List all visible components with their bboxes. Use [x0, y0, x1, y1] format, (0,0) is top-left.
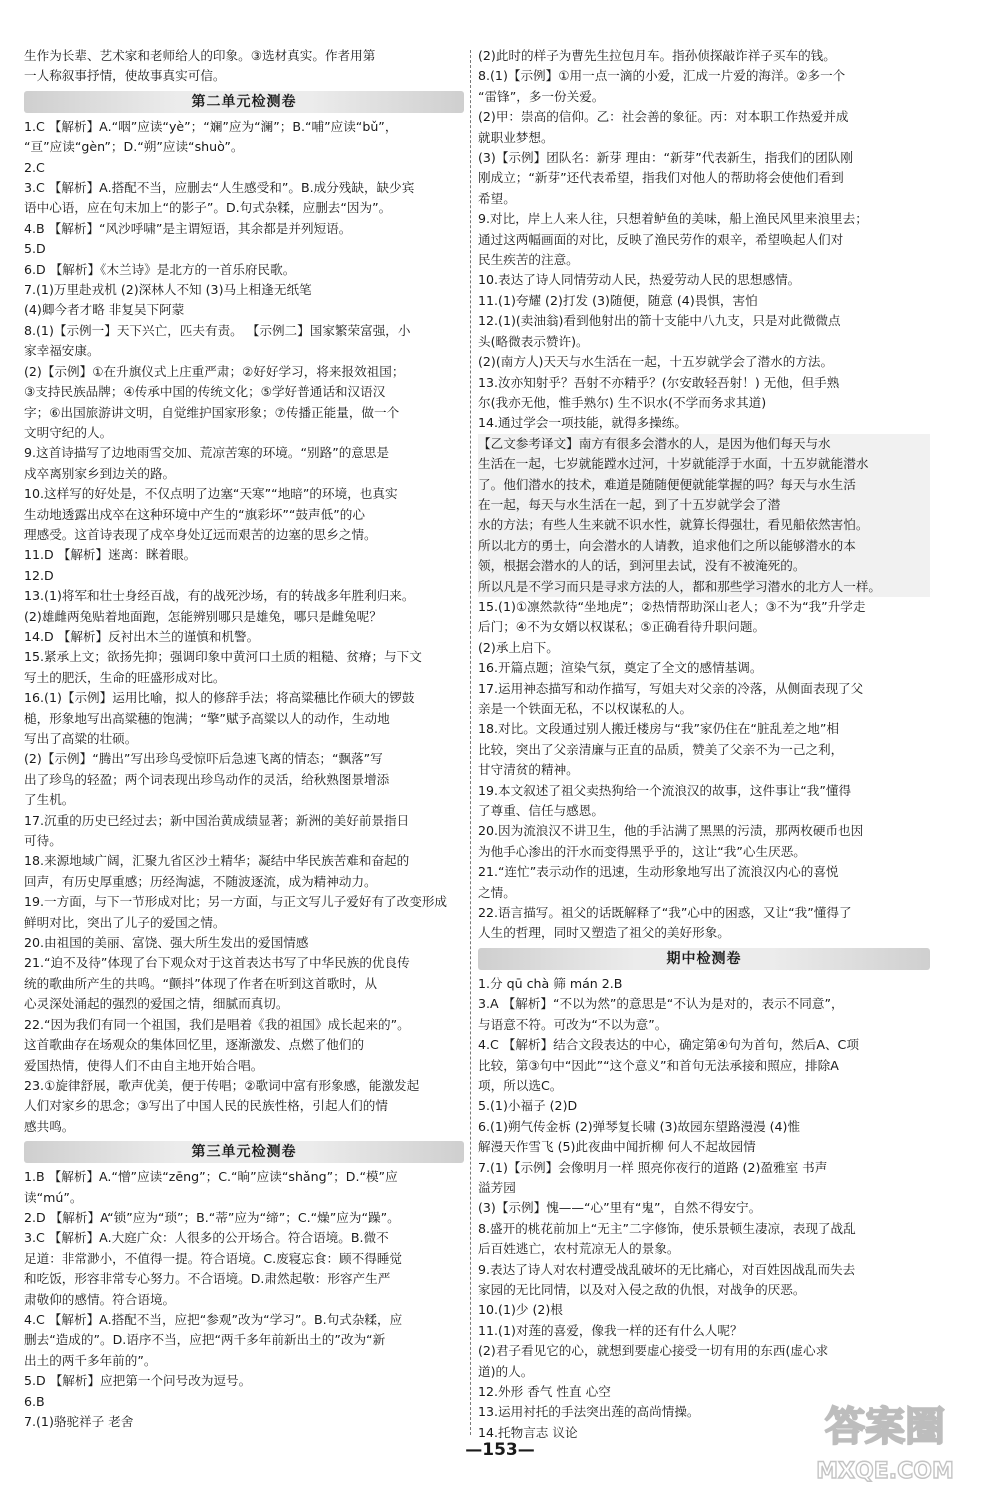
answer-line: 3.C 【解析】A.搭配不当，应删去“人生感受和”。B.成分残缺，缺少宾 — [24, 180, 415, 196]
answer-line: 心灵深处涌起的强烈的爱国之情，细腻而真切。 — [24, 996, 289, 1012]
answer-line: 道)的人。 — [478, 1363, 534, 1379]
answer-line: 通过这两幅画面的对比，反映了渔民劳作的艰辛，希望唤起人们对 — [478, 231, 844, 247]
answer-line: 甘守清贫的精神。 — [478, 762, 579, 778]
answer-line: 足道：非常渺小，不值得一提。符合语境。C.废寝忘食：顾不得睡觉 — [24, 1250, 403, 1266]
answer-line: 删去“造成的”。D.语序不当，应把“两千多年前新出土的”改为“新 — [24, 1332, 386, 1348]
answer-line: 17.运用神态描写和动作描写，写姐夫对父亲的冷落，从侧面表现了父 — [478, 680, 864, 696]
answer-line: 11.(1)夸耀 (2)打发 (3)随便，随意 (4)畏惧，害怕 — [478, 292, 758, 308]
answer-line: 19.一方面，与下一节形成对比；另一方面，与正文写儿子爱好有了改变形成 — [24, 894, 448, 910]
answer-line: 解漫天作雪飞 (5)此夜曲中闻折柳 何人不起故园情 — [478, 1139, 756, 1155]
answer-line: 22.“因为我们有同一个祖国，我们是唱着《我的祖国》成长起来的”。 — [24, 1016, 410, 1032]
answer-line: 尔(我亦无他，惟手熟尔) 生不识水(不学而务求其道) — [478, 394, 767, 410]
answer-line: 10.这样写的好处是，不仅点明了边塞“天寒”“地暗”的环境，也真实 — [24, 486, 398, 502]
answer-line: 之情。 — [478, 884, 516, 900]
answer-line: 1.C 【解析】A.“咽”应读“yè”；“斓”应为“澜”；B.“哺”应读“bǔ”， — [24, 118, 398, 134]
answer-line: 项，所以选C。 — [478, 1077, 563, 1093]
answer-line: 生作为长辈、艺术家和老师给人的印象。③选材真实。作者用第 — [24, 48, 376, 63]
translation-line: 生活在一起，七岁就能蹚水过河，十岁就能浮于水面，十五岁就能潜水 — [478, 454, 930, 474]
answer-line: 语中心语，应在句末加上“的影子”。D.句式杂糅，应删去“因为”。 — [24, 200, 392, 216]
answer-line: (2)雄雌两兔贴着地面跑，怎能辨别哪只是雄兔，哪只是雌兔呢？ — [24, 608, 382, 624]
answer-line: 感共鸣。 — [24, 1118, 75, 1134]
answer-line: 可待。 — [24, 833, 62, 849]
answer-line: 写出了高粱的壮硕。 — [24, 731, 138, 746]
answer-line: 就职业梦想。 — [478, 129, 554, 145]
section-heading-text: 第三单元检测卷 — [191, 1143, 297, 1160]
answer-line: 23.①旋律舒展，歌声优美，便于传唱；②歌词中富有形象感，能激发起 — [24, 1077, 420, 1093]
answer-line: (2)此时的样子为曹先生拉包月车。指孙侦探敲诈祥子买车的钱。 — [478, 48, 836, 63]
answer-line: 人们对家乡的思念；③写出了中国人民的民族性格，引起人们的情 — [24, 1098, 388, 1114]
answer-line: 16.(1)【示例】运用比喻，拟人的修辞手法；将高粱穗比作硕大的锣鼓 — [24, 690, 415, 706]
answer-line: 4.C 【解析】A.搭配不当，应把“参观”改为“学习”。B.句式杂糅，应 — [24, 1311, 403, 1327]
answer-line: 民生疾苦的注意。 — [478, 252, 579, 268]
answer-line: 槌，形象地写出高粱穗的饱满；“擎”赋予高粱以人的动作，生动地 — [24, 710, 390, 726]
answer-line: 为他手心渗出的汗水而变得黑乎乎的，这让“我”心生厌恶。 — [478, 843, 806, 859]
answer-line: 3.C 【解析】A.大庭广众：人很多的公开场合。符合语境。B.微不 — [24, 1230, 389, 1246]
answer-line: 7.(1)万里赴戎机 (2)深林人不知 (3)马上相逢无纸笔 — [24, 282, 312, 298]
answer-line: 14.通过学会一项技能，就得多操练。 — [478, 415, 687, 431]
translation-line: 了。他们潜水的技术，难道是随随便便就能掌握的吗？每天与水生活 — [478, 475, 930, 495]
answer-line: 6.(1)朔气传金柝 (2)弹琴复长啸 (3)故园东望路漫漫 (4)惟 — [478, 1118, 801, 1134]
answer-line: 生动地透露出戍卒在这种环境中产生的“旗彩坏”“鼓声低”的心 — [24, 506, 365, 522]
answer-line: 比较，第③句中“因此”“这个意义”和首句无法承接和照应，排除A — [478, 1057, 839, 1073]
watermark-url: MXQE.COM — [816, 1459, 954, 1484]
answer-line: (2)承上启下。 — [478, 639, 559, 655]
answer-line: 后门；④不为女婿以权谋私；⑤正确看待升职问题。 — [478, 619, 766, 635]
answer-line: 肃敬仰的感情。符合语境。 — [24, 1291, 176, 1307]
translation-line: 在一起，每天与水生活在一起，到了十五岁就学会了潜 — [478, 495, 930, 515]
answer-line: 10.(1)少 (2)根 — [478, 1302, 563, 1318]
answer-line: 家园的无比同情，以及对入侵之敌的仇恨，对战争的厌恶。 — [478, 1281, 806, 1297]
answer-line: 字；⑥出国旅游讲文明，自觉维护国家形象；⑦传播正能量，做一个 — [24, 404, 400, 420]
answer-line: 6.B — [24, 1393, 45, 1409]
answer-line: 1.B 【解析】A.“憎”应读“zēng”；C.“晌”应读“shǎng”；D.“模”应 — [24, 1169, 398, 1185]
answer-line: 6.D 【解析】《木兰诗》是北方的一首乐府民歌。 — [24, 261, 296, 277]
answer-line: 戍卒离别家乡到边关的路。 — [24, 465, 176, 481]
watermark-text: 答案圈 — [825, 1404, 945, 1450]
answer-line: 15.(1)①凛然款待“坐地虎”；②热情帮助深山老人；③不为“我”升学走 — [478, 598, 866, 614]
answer-line: 7.(1)骆驼祥子 老舍 — [24, 1414, 134, 1429]
section-heading — [24, 1141, 464, 1163]
answer-line: 5.(1)小福子 (2)D — [478, 1098, 578, 1114]
answer-line: 3.A 【解析】“不以为然”的意思是“不认为是对的，表示不同意”， — [478, 996, 844, 1012]
answer-line: 刚成立；“新芽”还代表希望，指我们对他人的帮助将会使他们看到 — [478, 170, 844, 186]
answer-line: 13.汝亦知射乎？吾射不亦精乎？(尔安敢轻吾射！) 无他，但手熟 — [478, 374, 840, 390]
translation-line: 所以北方的勇士，向会潜水的人请教，追求他们之所以能够潜水的本 — [478, 536, 930, 556]
answer-line: (2)(南方人)天天与水生活在一起，十五岁就学会了潜水的方法。 — [478, 354, 834, 370]
answer-line: 理感受。这首诗表现了戍卒身处辽远而艰苦的边塞的思乡之情。 — [24, 526, 377, 542]
page-number: —153— — [465, 1440, 535, 1460]
watermark-logo — [790, 1392, 980, 1487]
section-heading — [478, 948, 930, 970]
answer-line: 出了珍鸟的轻盈；两个词表现出珍鸟动作的灵活，给秋熟图景增添 — [24, 771, 390, 787]
answer-line: 4.B 【解析】“风沙呼啸”是主谓短语，其余都是并列短语。 — [24, 220, 352, 236]
answer-line: 4.C 【解析】结合文段表达的中心，确定第④句为首句，然后A、C项 — [478, 1037, 859, 1053]
answer-line: 了生机。 — [24, 792, 75, 808]
answer-line: 头(略微表示赞许)。 — [478, 333, 589, 349]
answer-line: 16.开篇点题；渲染气氛，奠定了全文的感情基调。 — [478, 660, 763, 676]
answer-line: 1.分 qū chà 筛 mán 2.B — [478, 975, 623, 991]
answer-line: 22.语言描写。祖父的话既解释了“我”心中的困惑，又让“我”懂得了 — [478, 905, 852, 921]
answer-line: “雷锋”，多一份关爱。 — [478, 88, 605, 104]
answer-line: 11.(1)对莲的喜爱，像我一样的还有什么人呢？ — [478, 1322, 743, 1338]
answer-line: 13.运用衬托的手法突出莲的高尚情操。 — [478, 1404, 700, 1420]
answer-line: 文明守纪的人。 — [24, 424, 113, 440]
answer-line: 15.紧承上文；欲扬先抑；强调印象中黄河口土质的粗糙、贫瘠；与下文 — [24, 649, 422, 665]
translation-line: 水的方法；有些人生来就不识水性，就算长得强壮，看见船依然害怕。 — [478, 515, 930, 535]
answer-line: 一人称叙事抒情，使故事真实可信。 — [24, 68, 226, 84]
answer-line: 18.对比。文段通过别人搬迁楼房与“我”家仍住在“脏乱差之地”相 — [478, 721, 839, 737]
answer-line: (2)【示例】“腾出”写出珍鸟受惊吓后急速飞离的情态；“飘落”写 — [24, 751, 383, 767]
answer-line: 20.由祖国的美丽、富饶、强大所生发出的爱国情感 — [24, 935, 309, 951]
answer-line: 9.这首诗描写了边地雨雪交加、荒凉苦寒的环境。“别路”的意思是 — [24, 445, 390, 461]
answer-line: (3)【示例】愧——“心”里有“鬼”，自然不得安宁。 — [478, 1200, 762, 1216]
section-heading — [24, 91, 464, 113]
answer-line: 13.(1)将军和壮士身经百战，有的战死沙场，有的转战多年胜利归来。 — [24, 588, 415, 604]
answer-line: 人生的哲理，同时又塑造了祖父的美好形象。 — [478, 925, 730, 941]
answer-line: 5.D 【解析】应把第一个问号改为逗号。 — [24, 1373, 252, 1389]
answer-line: 写土的肥沃，生命的旺盛形成对比。 — [24, 669, 226, 685]
answer-line: 回声，有历史厚重感；历经淘滤，不随波逐流，成为精神动力。 — [24, 873, 377, 889]
answer-line: “亘”应读“gèn”；D.“朔”应读“shuò”。 — [24, 139, 244, 155]
answer-line: 8.(1)【示例】①用一点一滴的小爱，汇成一片爱的海洋。②多一个 — [478, 68, 846, 84]
answer-line: 这首歌曲存在场观众的集体回忆里，逐渐激发、点燃了他们的 — [24, 1037, 365, 1053]
answer-line: 和吃饭，形容非常专心努力。不合语境。D.肃然起敬：形容产生严 — [24, 1271, 391, 1287]
answer-line: 11.D 【解析】迷离：眯着眼。 — [24, 547, 197, 563]
answer-line: (3)【示例】团队名：新芽 理由：“新芽”代表新生，指我们的团队刚 — [478, 150, 853, 166]
answer-line: 出土的两千多年前的”。 — [24, 1352, 157, 1368]
answer-line: 14.托物言志 议论 — [478, 1424, 578, 1440]
answer-line: 21.“迫不及待”体现了台下观众对于这首表达书写了中华民族的优良传 — [24, 955, 410, 971]
answer-line: 10.表达了诗人同情劳动人民，热爱劳动人民的思想感情。 — [478, 272, 801, 288]
translation-line: 领，根据会潜水的人的话，到河里去试，没有不被淹死的。 — [478, 556, 930, 576]
answer-line: (2)君子看见它的心，就想到要虚心接受一切有用的东西(虚心求 — [478, 1343, 829, 1359]
answer-line: 家幸福安康。 — [24, 343, 100, 359]
answer-line: 后百姓逃亡，农村荒凉无人的景象。 — [478, 1241, 680, 1257]
answer-line: ③支持民族品牌；④传承中国的传统文化；⑤学好普通话和汉语汉 — [24, 384, 386, 400]
answer-line: 希望。 — [478, 190, 516, 206]
answer-line: (2)【示例】①在升旗仪式上庄重严肃；②好好学习，将来报效祖国； — [24, 363, 405, 379]
column-divider — [470, 50, 471, 1435]
left-column — [24, 46, 464, 1432]
right-column — [478, 46, 930, 1443]
answer-line: 21.“连忙”表示动作的迅速，生动形象地写出了流浪汉内心的喜悦 — [478, 864, 839, 880]
answer-line: 2.D 【解析】A“锁”应为“琐”；B.“蒂”应为“缔”；C.“燥”应为“躁”。 — [24, 1209, 400, 1225]
answer-line: 2.C — [24, 159, 45, 175]
answer-line: 读“mú”。 — [24, 1189, 83, 1205]
answer-line: 亲是一个铁面无私，不以权谋私的人。 — [478, 701, 693, 716]
translation-line: 【乙文参考译文】南方有很多会潜水的人，是因为他们每天与水 — [478, 434, 930, 454]
answer-line: 9.对比，岸上人来人往，只想着鲈鱼的美味，船上渔民风里来浪里去； — [478, 211, 868, 227]
answer-line: 12.D — [24, 567, 54, 583]
answer-line: (2)甲：崇高的信仰。乙：社会善的象征。丙：对本职工作热爱并成 — [478, 109, 849, 125]
answer-line: 19.本文叙述了祖父卖热狗给一个流浪汉的故事，这件事让“我”懂得 — [478, 782, 852, 798]
answer-line: 14.D 【解析】反衬出木兰的谨慎和机警。 — [24, 628, 260, 644]
answer-line: 12.(1)(卖油翁)看到他射出的箭十支能中八九支，只是对此微微点 — [478, 313, 841, 329]
translation-line: 所以凡是不学习而只是寻求方法的人，都和那些学习潜水的北方人一样。 — [478, 577, 930, 597]
answer-line: 18.来源地域广阔，汇聚九省区沙土精华；凝结中华民族苦难和奋起的 — [24, 853, 410, 869]
answer-line: (4)卿今者才略 非复吴下阿蒙 — [24, 302, 185, 318]
answer-line: 9.表达了诗人对农村遭受战乱破坏的无比痛心，对百姓因战乱而失去 — [478, 1261, 856, 1277]
answer-line: 比较，突出了父亲清廉与正直的品质，赞美了父亲不为一己之利， — [478, 741, 844, 757]
answer-line: 17.沉重的历史已经过去；新中国治黄成绩显著；新洲的美好前景指日 — [24, 812, 410, 828]
answer-line: 了尊重、信任与感恩。 — [478, 803, 604, 819]
section-heading-text: 期中检测卷 — [666, 950, 742, 967]
answer-line: 爱国热情，使得人们不由自主地开始合唱。 — [24, 1057, 264, 1073]
answer-line: 12.外形 香气 性直 心空 — [478, 1384, 611, 1399]
answer-line: 8.(1)【示例一】天下兴亡，匹夫有责。 【示例二】国家繁荣富强，小 — [24, 322, 411, 338]
answer-line: 5.D — [24, 241, 46, 257]
answer-line: 7.(1)【示例】会像明月一样 照亮你夜行的道路 (2)盈雅室 书声 — [478, 1159, 828, 1175]
answer-line: 统的歌曲所产生的共鸣。“颤抖”体现了作者在听到这首歌时，从 — [24, 975, 378, 991]
answer-line: 鲜明对比，突出了儿子的爱国之情。 — [24, 914, 226, 930]
answer-line: 溢芳园 — [478, 1179, 516, 1195]
answer-line: 与语意不符。可改为“不以为意”。 — [478, 1016, 668, 1032]
answer-line: 8.盛开的桃花前加上“无主”二字修饰，使乐景顿生凄凉，表现了战乱 — [478, 1220, 856, 1236]
section-heading-text: 第二单元检测卷 — [191, 93, 297, 110]
answer-line: 20.因为流浪汉不讲卫生，他的手沾满了黑黑的污渍，那两枚硬币也因 — [478, 823, 864, 839]
